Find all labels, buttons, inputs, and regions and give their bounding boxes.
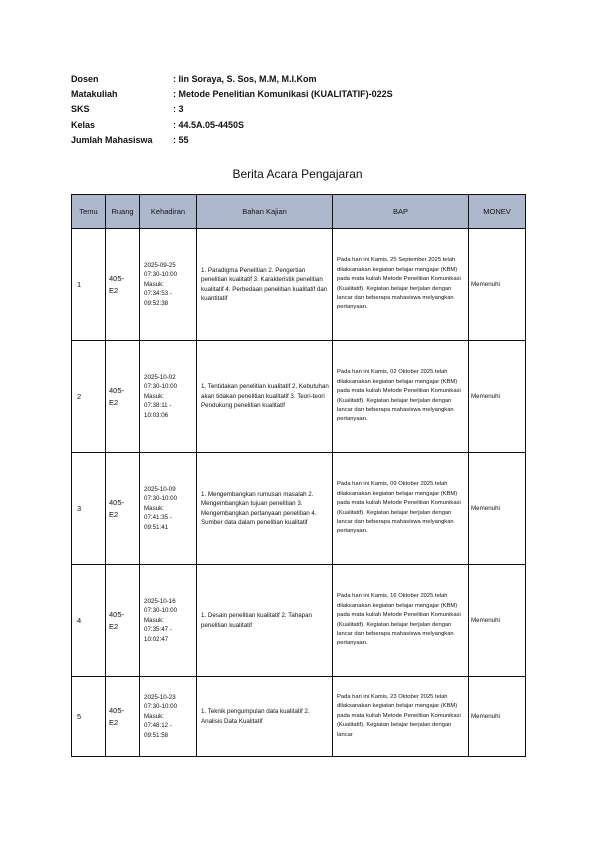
info-label: Kelas (71, 119, 96, 130)
cell-bahan-kajian: 1. Paradigma Penelitian 2. Pengertian penelitian kualitatif 3. Karakteristik penelitian kualitatif 4. Perbedaan penelitian kualitatif dan kuantitatif (197, 229, 333, 341)
cell-ruang: 405- E2 (106, 341, 140, 453)
cell-bap: Pada hari ini Kamis, 02 Oktober 2025 telah dilaksanakan kegiatan belajar mengajar (KBM) pada mata kuliah Metode Penelitian Komunikasi (Kualitatif). Kegiatan belajar berjalan dengan lancar dan beberapa mahasiswa melyangkan pertanyaan. (333, 341, 469, 453)
info-label: Matakuliah (71, 89, 118, 100)
cell-kehadiran: 2025-10-09 07:30-10:00 Masuk: 07:41:35 - 09:51:41 (140, 453, 197, 565)
cell-ruang: 405- E2 (106, 565, 140, 677)
header-temu: Temu (72, 195, 106, 229)
cell-temu: 4 (72, 565, 106, 677)
info-label: Jumlah Mahasiswa (71, 134, 153, 145)
cell-monev: Memenuhi (469, 341, 526, 453)
info-row-matakuliah (71, 87, 393, 102)
course-info (71, 72, 393, 148)
cell-monev: Memenuhi (469, 229, 526, 341)
info-row-sks (71, 102, 393, 117)
cell-monev: Memenuhi (469, 453, 526, 565)
info-value: : Iin Soraya, S. Sos, M.M, M.I.Kom (173, 74, 317, 84)
cell-ruang: 405- E2 (106, 453, 140, 565)
cell-bahan-kajian: 1. Teknik pengumpulan data kualitatif 2. Analisis Data Kualitatif (197, 677, 333, 757)
page-title: Berita Acara Pengajaran (232, 167, 363, 181)
header-kehadiran: Kehadiran (140, 195, 197, 229)
cell-ruang: 405- E2 (106, 229, 140, 341)
info-row-kelas (71, 118, 393, 133)
cell-temu: 3 (72, 453, 106, 565)
cell-kehadiran: 2025-09-25 07:30-10:00 Masuk: 07:34:53 - 09:52:38 (140, 229, 197, 341)
cell-bap: Pada hari ini Kamis, 25 September 2025 telah dilaksanakan kegiatan belajar mengajar (KBM) pada mata kuliah Metode Penelitian Komunikasi (Kualitatif). Kegiatan belajar berjalan dengan lancar dan beberapa mahasiswa melyangkan pertanyaan. (333, 229, 469, 341)
table-row (72, 229, 526, 341)
table-row (72, 565, 526, 677)
cell-kehadiran: 2025-10-02 07:30-10:00 Masuk: 07:38:11 - 10:03:06 (140, 341, 197, 453)
table-row (72, 677, 526, 757)
cell-temu: 2 (72, 341, 106, 453)
cell-monev: Memenuhi (469, 677, 526, 757)
cell-bap: Pada hari ini Kamis, 23 Oktober 2025 telah dilaksanakan kegiatan belajar mengajar (KBM) pada mata kuliah Metode Penelitian Komunikasi (Kualitatif). Kegiatan belajar berjalan dengan lancar (333, 677, 469, 757)
table-row (72, 453, 526, 565)
header-ruang: Ruang (106, 195, 140, 229)
cell-bap: Pada hari ini Kamis, 16 Oktober 2025 telah dilaksanakan kegiatan belajar mengajar (KBM) pada mata kuliah Metode Penelitian Komunikasi (Kualitatif). Kegiatan belajar berjalan dengan lancar dan beberapa mahasiswa melyangkan pertanyaan. (333, 565, 469, 677)
info-label: Dosen (71, 74, 99, 84)
info-value: : 44.5A.05-4450S (173, 119, 245, 130)
header-bahan-kajian: Bahan Kajian (197, 195, 333, 229)
attendance-table (71, 194, 526, 757)
cell-bahan-kajian: 1. Mengembangkan rumusan masalah 2. Mengembangkan tujuan penelitian 3. Mengembangkan pertanyaan penelitian 4. Sumber data dalam penelitian kualitatif (197, 453, 333, 565)
cell-kehadiran: 2025-10-16 07:30-10:00 Masuk: 07:35:47 - 10:02:47 (140, 565, 197, 677)
info-row-jumlah-mahasiswa (71, 133, 393, 148)
info-row-dosen (71, 72, 393, 87)
cell-ruang: 405- E2 (106, 677, 140, 757)
cell-kehadiran: 2025-10-23 07:30-10:00 Masuk: 07:48:12 - 09:51:58 (140, 677, 197, 757)
cell-bahan-kajian: 1. Tentidakan penelitian kualitatif 2. Kebutuhan akan tidakan penelitian kualitatif 3. Teori-teori Pendukung penelitian kualitatif (197, 341, 333, 453)
cell-temu: 1 (72, 229, 106, 341)
cell-bahan-kajian: 1. Desain penelitian kualitatif 2. Tahapan penelitian kualitatif (197, 565, 333, 677)
info-value: : Metode Penelitian Komunikasi (KUALITATIF)-022S (173, 89, 393, 100)
table-row (72, 341, 526, 453)
info-label: SKS (71, 104, 90, 115)
header-monev: MONEV (469, 195, 526, 229)
info-value: : 3 (173, 104, 184, 115)
info-value: : 55 (173, 134, 189, 145)
cell-monev: Memenuhi (469, 565, 526, 677)
header-bap: BAP (333, 195, 469, 229)
cell-bap: Pada hari ini Kamis, 09 Oktober 2025 telah dilaksanakan kegiatan belajar mengajar (KBM) pada mata kuliah Metode Penelitian Komunikasi (Kualitatif). Kegiatan belajar berjalan dengan lancar dan beberapa mahasiswa melyangkan pertanyaan. (333, 453, 469, 565)
cell-temu: 5 (72, 677, 106, 757)
table-header-row (72, 195, 526, 229)
